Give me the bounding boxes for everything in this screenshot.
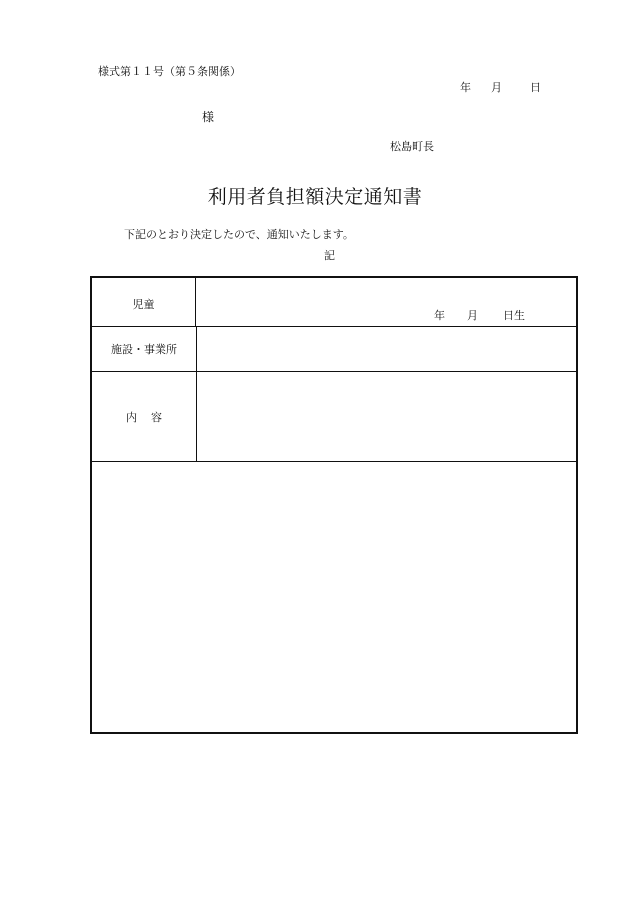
birth-month-label: 月 xyxy=(467,309,478,322)
facility-label: 施設・事業所 xyxy=(92,327,197,371)
notice-form-table xyxy=(90,276,578,734)
child-birth-date xyxy=(434,310,525,321)
table-row-content xyxy=(92,372,576,462)
issue-date xyxy=(460,82,541,93)
issue-date-day: 日 xyxy=(530,81,541,94)
form-number: 様式第１１号（第５条関係） xyxy=(98,65,241,78)
child-label: 児童 xyxy=(92,278,196,326)
intro-text: 下記のとおり決定したので、通知いたします。 xyxy=(124,228,354,241)
content-label-char-1: 内 xyxy=(126,410,137,424)
content-label-char-2: 容 xyxy=(151,410,162,424)
content-label xyxy=(92,372,197,461)
ki-heading: 記 xyxy=(324,249,335,262)
table-row-facility xyxy=(92,327,576,372)
table-row-child xyxy=(92,278,576,327)
birth-year-label: 年 xyxy=(434,309,445,322)
issue-date-month: 月 xyxy=(491,81,502,94)
issuer-name: 松島町長 xyxy=(390,140,434,153)
birth-day-label: 日生 xyxy=(503,309,525,322)
recipient-suffix: 様 xyxy=(202,110,215,124)
document-title: 利用者負担額決定通知書 xyxy=(207,186,423,208)
issue-date-year: 年 xyxy=(460,81,471,94)
